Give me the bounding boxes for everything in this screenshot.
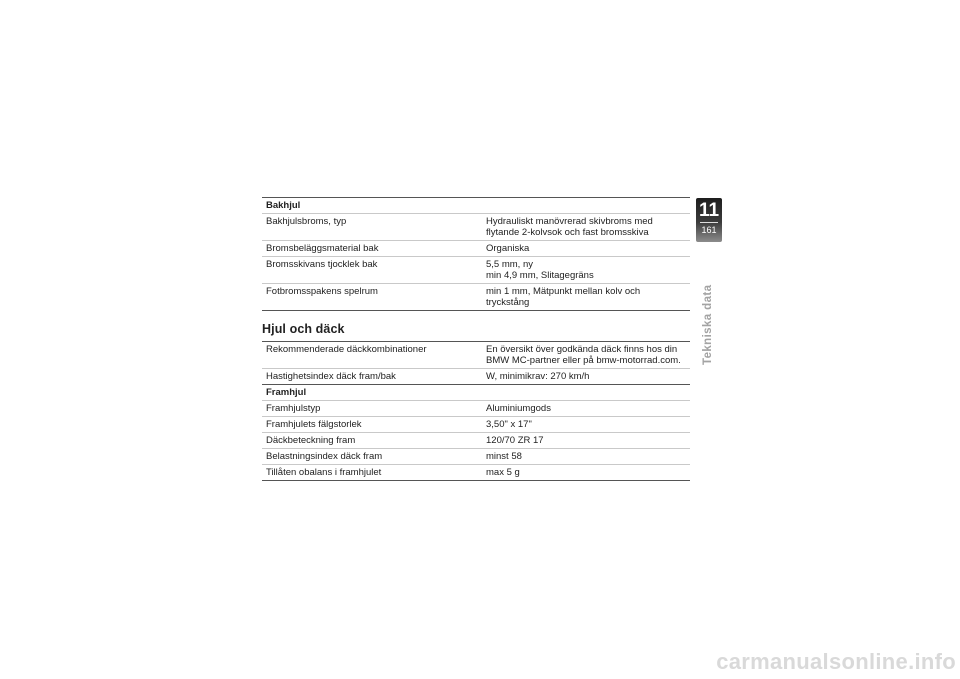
row-value: 3,50" x 17" <box>482 417 690 433</box>
table-row <box>262 241 690 257</box>
row-value: Aluminiumgods <box>482 401 690 417</box>
framhjul-table <box>262 385 690 481</box>
table-row <box>262 433 690 449</box>
table-row <box>262 449 690 465</box>
row-value: En översikt över godkända däck finns hos din BMW MC-partner eller på bmw-motorrad.com. <box>482 342 690 369</box>
table-row <box>262 257 690 284</box>
hjul-och-dack-table <box>262 341 690 385</box>
row-value: Hydrauliskt manövrerad skivbroms med flytande 2-kolvsok och fast bromsskiva <box>482 214 690 241</box>
table-row <box>262 465 690 481</box>
table-row <box>262 417 690 433</box>
chapter-tab <box>696 198 722 242</box>
row-label: Belastningsindex däck fram <box>262 449 482 465</box>
row-label: Framhjulstyp <box>262 401 482 417</box>
row-label: Rekommenderade däckkombinationer <box>262 342 482 369</box>
section-title: Hjul och däck <box>262 322 345 336</box>
row-value: Organiska <box>482 241 690 257</box>
row-value: min 1 mm, Mätpunkt mellan kolv och tryckstång <box>482 284 690 311</box>
table-row <box>262 369 690 385</box>
row-label: Bromsskivans tjocklek bak <box>262 257 482 284</box>
row-value: 120/70 ZR 17 <box>482 433 690 449</box>
spec-content <box>262 197 690 481</box>
row-label: Framhjulets fälgstorlek <box>262 417 482 433</box>
framhjul-heading: Framhjul <box>262 385 690 401</box>
row-value: minst 58 <box>482 449 690 465</box>
table-row <box>262 284 690 311</box>
chapter-number: 11 <box>698 200 720 221</box>
row-label: Tillåten obalans i framhjulet <box>262 465 482 481</box>
row-value: W, minimikrav: 270 km/h <box>482 369 690 385</box>
watermark: carmanualsonline.info <box>716 649 956 674</box>
table-row <box>262 401 690 417</box>
row-label: Bakhjulsbroms, typ <box>262 214 482 241</box>
table-row <box>262 342 690 369</box>
row-label: Fotbromsspakens spelrum <box>262 284 482 311</box>
tab-divider <box>700 222 718 223</box>
row-label: Hastighetsindex däck fram/bak <box>262 369 482 385</box>
side-section-label: Tekniska data <box>702 284 714 365</box>
bakhjul-heading: Bakhjul <box>262 198 690 214</box>
page-number: 161 <box>701 225 717 235</box>
row-label: Däckbeteckning fram <box>262 433 482 449</box>
row-label: Bromsbeläggsmaterial bak <box>262 241 482 257</box>
table-row <box>262 214 690 241</box>
bakhjul-table <box>262 197 690 311</box>
row-value: max 5 g <box>482 465 690 481</box>
row-value: 5,5 mm, ny min 4,9 mm, Slitagegräns <box>482 257 690 284</box>
